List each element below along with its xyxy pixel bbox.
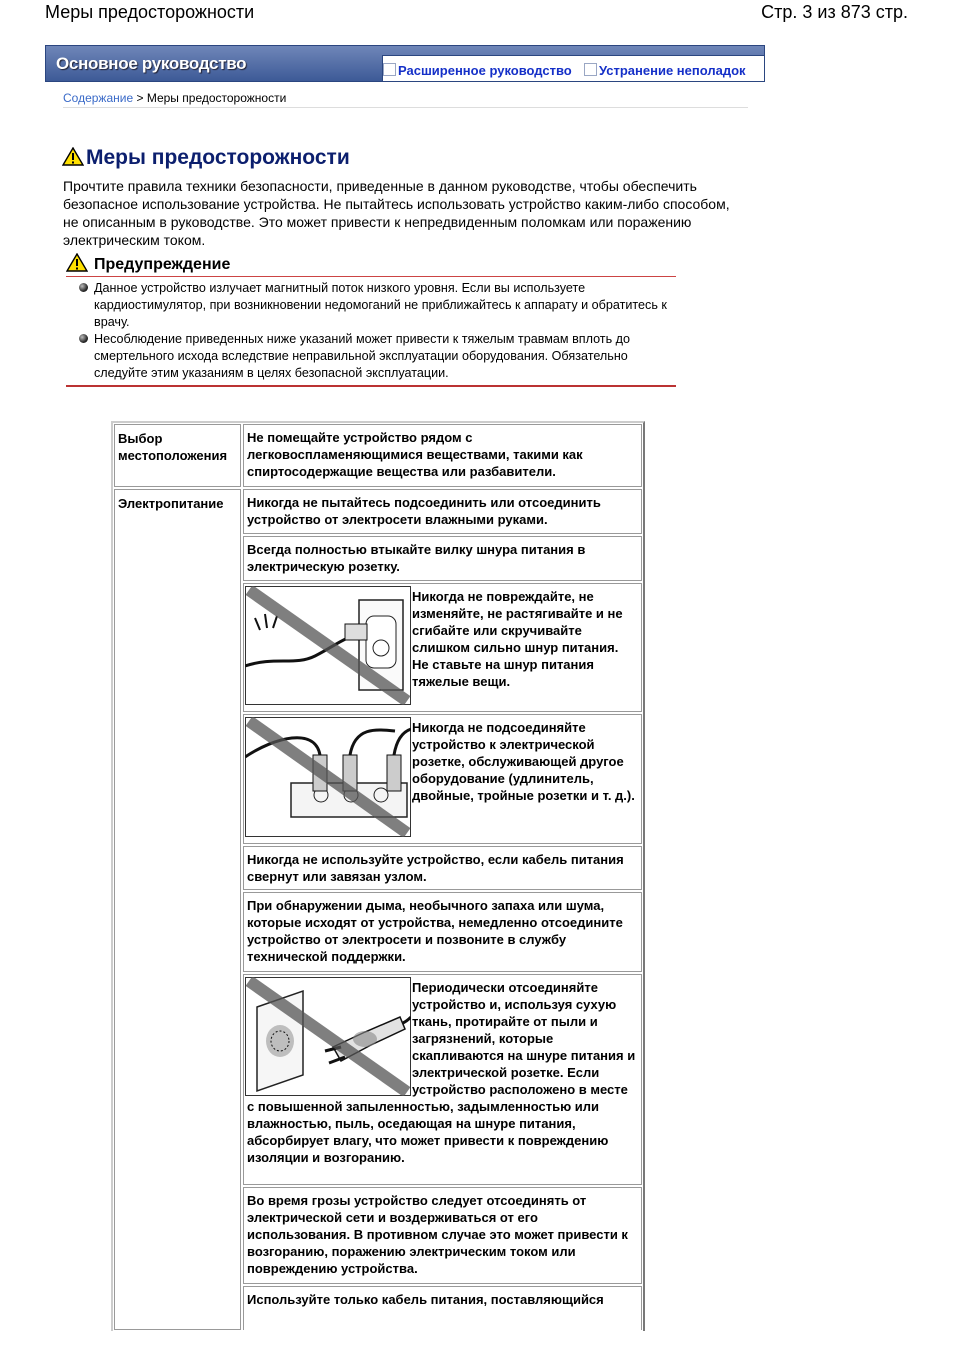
table-row (113, 423, 643, 488)
warning-heading: Предупреждение (66, 253, 676, 277)
breadcrumb-current: Меры предосторожности (146, 91, 287, 105)
bullet-icon (79, 283, 88, 292)
table-cell: Используйте только кабель питания, поставляющийся (243, 1286, 642, 1330)
table-cell: Всегда полностью втыкайте вилку шнура питания в электрическую розетку. (243, 536, 642, 581)
banner-links (382, 55, 764, 81)
page-title: Меры предосторожности (62, 146, 350, 170)
warning-list (78, 280, 678, 382)
bullet-icon (79, 334, 88, 343)
square-icon (584, 63, 597, 76)
location-label: Выбор местоположения (114, 424, 241, 487)
page-header-title: Меры предосторожности (45, 2, 255, 22)
warning-triangle-icon (62, 147, 84, 166)
power-label: Электропитание (114, 489, 241, 1330)
list-item: Несоблюдение приведенных ниже указаний может привести к тяжелым травмам вплоть до смертельного исхода вследствие неправильной эксплуатации оборудования. Обязательно следуйте этим указаниям в целях безопасной эксплуатации. (78, 331, 678, 382)
square-icon (383, 63, 396, 76)
manual-banner (45, 45, 765, 82)
page-number: Стр. 3 из 873 стр. (761, 2, 908, 22)
table-cell: Никогда не используйте устройство, если кабель питания свернут или завязан узлом. (243, 846, 642, 890)
table-cell: Никогда не повреждайте, не изменяйте, не растягивайте и не сгибайте или скручивайте слишком сильно шнур питания. Не ставьте на шнур питания тяжелые вещи. (243, 583, 642, 712)
cord-damage-illustration (245, 586, 411, 705)
advanced-guide-link[interactable]: Расширенное руководство (383, 63, 572, 78)
table-cell: Никогда не подсоединяйте устройство к электрической розетке, обслуживающей другое оборудование (удлинитель, двойные, тройные розетки и т. д.). (243, 714, 642, 844)
troubleshooting-link[interactable]: Устранение неполадок (584, 63, 746, 78)
dusty-plug-illustration (245, 977, 411, 1096)
breadcrumb (63, 91, 748, 108)
banner-title: Основное руководство (56, 54, 247, 73)
table-cell: Во время грозы устройство следует отсоединять от электрической сети и воздерживаться от его использования. В противном случае это может привести к возгоранию, поражению электрическим током или повреждению устройства. (243, 1187, 642, 1284)
warning-divider (66, 385, 676, 387)
table-row (113, 488, 643, 1331)
location-cell: Не помещайте устройство рядом с легковоспламеняющимися веществами, такими как спиртосодержащие вещества или разбавители. (243, 424, 642, 487)
safety-table (111, 421, 645, 1331)
breadcrumb-home-link[interactable]: Содержание (63, 91, 134, 105)
list-item: Данное устройство излучает магнитный поток низкого уровня. Если вы используете кардиостимулятор, при возникновении недомоганий не приближайтесь к аппарату и обратитесь к врачу. (78, 280, 678, 331)
table-cell: Никогда не пытайтесь подсоединить или отсоединить устройство от электросети влажными руками. (243, 489, 642, 534)
multi-socket-illustration (245, 717, 411, 837)
breadcrumb-separator: > (133, 91, 147, 105)
warning-triangle-icon (66, 253, 88, 272)
intro-paragraph: Прочтите правила техники безопасности, приведенные в данном руководстве, чтобы обеспечить безопасное использование устройства. Не пытайтесь использовать устройство каким-либо способом, не описанным в руководстве. Это может привести к непредвиденным поломкам или поражению электрическим током. (63, 178, 730, 248)
table-cell: При обнаружении дыма, необычного запаха или шума, которые исходят от устройства, немедленно отсоедините устройство от электросети и позвоните в службу технической поддержки. (243, 892, 642, 972)
table-cell: Периодически отсоединяйте устройство и, используя сухую ткань, протирайте от пыли и загрязнений, которые скапливаются на шнуре питания и электрической розетке. Если устройство расположено в месте с повышенной запыленностью, задымленностью или влажностью, пыль, оседающая на шнуре питания, абсорбирует влагу, что может привести к повреждению изоляции и возгоранию. (243, 974, 642, 1185)
